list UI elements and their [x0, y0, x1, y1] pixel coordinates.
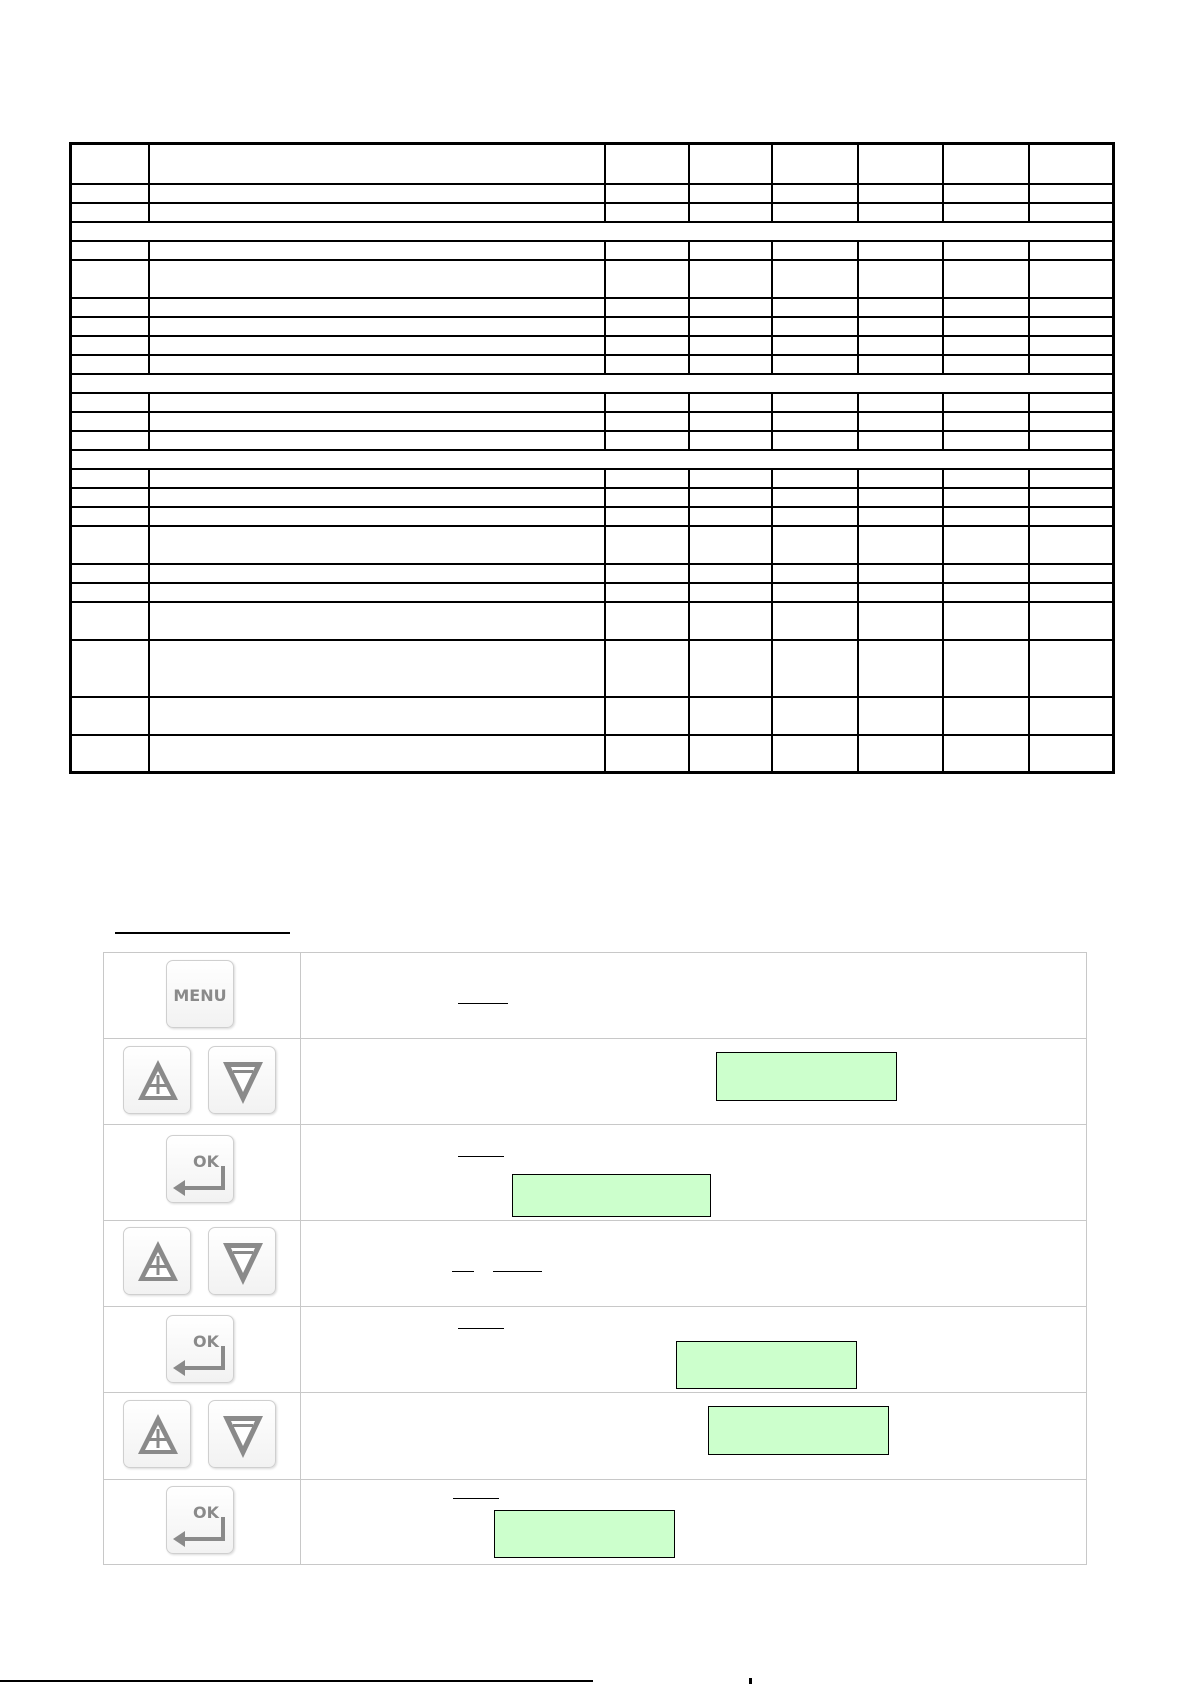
table-cell [605, 507, 689, 526]
table-cell [605, 488, 689, 507]
table-cell [149, 507, 605, 526]
table-cell [71, 431, 150, 450]
table-cell [689, 317, 773, 336]
table-cell [1029, 735, 1114, 773]
table-cell [1029, 602, 1114, 640]
table-cell [689, 735, 773, 773]
step-2-button-cell [104, 1039, 301, 1125]
table-cell [689, 431, 773, 450]
table-cell [772, 260, 858, 298]
table-cell [772, 697, 858, 735]
enter-arrow-icon [167, 1136, 235, 1204]
table-cell [149, 735, 605, 773]
procedure-step-7 [104, 1480, 1087, 1565]
table-cell [149, 564, 605, 583]
step-7-button-cell [104, 1480, 301, 1565]
table-cell [1029, 393, 1114, 412]
table-cell [772, 526, 858, 564]
table-row [71, 336, 1114, 355]
table-cell [772, 583, 858, 602]
table-cell [1029, 640, 1114, 697]
table-cell [71, 488, 150, 507]
up-plus-icon [124, 1228, 192, 1296]
table-cell [689, 507, 773, 526]
down-minus-icon [209, 1047, 277, 1115]
up-plus-key[interactable] [123, 1046, 191, 1114]
table-cell [943, 336, 1029, 355]
table-row [71, 298, 1114, 317]
table-row [71, 393, 1114, 412]
table-cell [689, 488, 773, 507]
table-cell [1029, 355, 1114, 374]
table-cell [71, 355, 150, 374]
table-cell [71, 507, 150, 526]
table-cell [1029, 583, 1114, 602]
lcd-display [708, 1406, 889, 1455]
table-cell [149, 203, 605, 222]
ok-key[interactable] [166, 1135, 234, 1203]
table-cell [772, 203, 858, 222]
ok-key-label: OK [193, 1332, 219, 1351]
procedure-step-6 [104, 1393, 1087, 1480]
table-cell [71, 184, 150, 203]
table-cell [605, 526, 689, 564]
table-cell [1029, 260, 1114, 298]
table-cell [71, 260, 150, 298]
table-cell [772, 469, 858, 488]
table-cell [943, 564, 1029, 583]
procedure-step-3 [104, 1125, 1087, 1221]
ok-key-label: OK [193, 1152, 219, 1171]
table-cell [772, 412, 858, 431]
table-cell [772, 144, 858, 184]
table-cell [71, 298, 150, 317]
table-cell [689, 260, 773, 298]
table-cell [1029, 469, 1114, 488]
table-row [71, 260, 1114, 298]
enter-arrow-icon [167, 1316, 235, 1384]
table-cell [943, 488, 1029, 507]
procedure-table [103, 952, 1087, 1565]
table-cell [71, 336, 150, 355]
table-cell [943, 144, 1029, 184]
table-cell [858, 184, 944, 203]
underline-mark [458, 1156, 504, 1157]
table-cell [858, 336, 944, 355]
table-cell [1029, 144, 1114, 184]
underline-mark [458, 1003, 508, 1004]
table-cell [149, 697, 605, 735]
table-row [71, 640, 1114, 697]
table-cell [71, 735, 150, 773]
down-minus-key[interactable] [208, 1400, 276, 1468]
table-cell [1029, 431, 1114, 450]
table-cell [858, 564, 944, 583]
table-cell [689, 412, 773, 431]
table-cell [858, 203, 944, 222]
step-6-instruction-cell [301, 1393, 1087, 1480]
table-cell [605, 317, 689, 336]
table-cell [943, 184, 1029, 203]
table-cell [943, 412, 1029, 431]
table-cell [772, 431, 858, 450]
table-cell [605, 564, 689, 583]
table-cell [772, 488, 858, 507]
step-7-instruction-cell [301, 1480, 1087, 1565]
table-row [71, 431, 1114, 450]
procedure-step-4 [104, 1221, 1087, 1307]
down-minus-icon [209, 1228, 277, 1296]
underline-mark [458, 1328, 504, 1329]
table-cell [858, 735, 944, 773]
table-cell [689, 203, 773, 222]
table-cell [1029, 526, 1114, 564]
table-cell [71, 564, 150, 583]
table-cell [943, 431, 1029, 450]
up-plus-key[interactable] [123, 1400, 191, 1468]
table-cell [689, 564, 773, 583]
table-cell [689, 583, 773, 602]
table-cell [605, 412, 689, 431]
step-2-instruction-cell [301, 1039, 1087, 1125]
enter-arrow-icon [167, 1487, 235, 1555]
table-row [71, 488, 1114, 507]
table-cell [689, 602, 773, 640]
table-cell [149, 488, 605, 507]
table-cell [943, 697, 1029, 735]
table-cell [149, 640, 605, 697]
table-cell [149, 298, 605, 317]
step-1-instruction-cell [301, 953, 1087, 1039]
table-group-cell [71, 374, 1114, 393]
table-cell [689, 144, 773, 184]
step-6-button-cell [104, 1393, 301, 1480]
table-cell [858, 697, 944, 735]
table-row [71, 564, 1114, 583]
table-row [71, 526, 1114, 564]
underline-mark [453, 1498, 499, 1499]
table-cell [943, 355, 1029, 374]
table-row [71, 697, 1114, 735]
table-cell [689, 469, 773, 488]
down-minus-key[interactable] [208, 1227, 276, 1295]
table-cell [71, 393, 150, 412]
table-cell [71, 640, 150, 697]
table-cell [149, 393, 605, 412]
table-cell [605, 583, 689, 602]
table-cell [689, 393, 773, 412]
table-cell [71, 144, 150, 184]
step-4-button-cell [104, 1221, 301, 1307]
step-3-button-cell [104, 1125, 301, 1221]
table-cell [858, 317, 944, 336]
table-cell [858, 469, 944, 488]
table-cell [772, 336, 858, 355]
table-cell [772, 735, 858, 773]
table-cell [943, 317, 1029, 336]
table-cell [858, 393, 944, 412]
step-1-button-cell [104, 953, 301, 1039]
table-cell [149, 144, 605, 184]
table-cell [149, 412, 605, 431]
menu-key[interactable] [166, 960, 234, 1028]
table-cell [858, 241, 944, 260]
table-cell [149, 336, 605, 355]
table-cell [71, 602, 150, 640]
table-group-row [71, 222, 1114, 241]
table-cell [943, 469, 1029, 488]
up-plus-key[interactable] [123, 1227, 191, 1295]
table-cell [858, 412, 944, 431]
table-row [71, 184, 1114, 203]
table-cell [689, 241, 773, 260]
step-4-instruction-cell [301, 1221, 1087, 1307]
table-cell [605, 697, 689, 735]
table-cell [1029, 488, 1114, 507]
table-cell [71, 583, 150, 602]
table-cell [943, 298, 1029, 317]
table-cell [605, 431, 689, 450]
table-cell [149, 469, 605, 488]
table-cell [605, 602, 689, 640]
table-cell [772, 640, 858, 697]
table-cell [149, 317, 605, 336]
table-cell [1029, 298, 1114, 317]
table-cell [858, 355, 944, 374]
table-cell [1029, 317, 1114, 336]
table-cell [71, 469, 150, 488]
table-cell [71, 203, 150, 222]
table-cell [149, 355, 605, 374]
table-cell [605, 203, 689, 222]
table-cell [858, 526, 944, 564]
table-cell [772, 184, 858, 203]
table-cell [1029, 564, 1114, 583]
table-row [71, 583, 1114, 602]
table-cell [1029, 412, 1114, 431]
table-cell [943, 602, 1029, 640]
table-cell [71, 241, 150, 260]
table-cell [772, 393, 858, 412]
table-row [71, 602, 1114, 640]
table-row [71, 735, 1114, 773]
lcd-display [512, 1174, 711, 1217]
table-cell [149, 241, 605, 260]
table-cell [689, 526, 773, 564]
table-cell [772, 355, 858, 374]
table-row [71, 469, 1114, 488]
underline-mark [493, 1271, 542, 1272]
up-plus-icon [124, 1401, 192, 1469]
table-cell [605, 735, 689, 773]
table-header-row [71, 144, 1114, 184]
table-cell [943, 640, 1029, 697]
table-cell [858, 298, 944, 317]
footer-mark [749, 1678, 752, 1684]
table-cell [858, 260, 944, 298]
table-cell [772, 317, 858, 336]
table-cell [689, 184, 773, 203]
table-cell [1029, 697, 1114, 735]
table-cell [1029, 203, 1114, 222]
table-cell [689, 640, 773, 697]
table-row [71, 203, 1114, 222]
table-cell [149, 431, 605, 450]
up-plus-icon [124, 1047, 192, 1115]
table-row [71, 412, 1114, 431]
table-cell [605, 336, 689, 355]
step-5-instruction-cell [301, 1307, 1087, 1393]
table-cell [772, 241, 858, 260]
table-group-cell [71, 450, 1114, 469]
table-cell [1029, 184, 1114, 203]
table-cell [1029, 507, 1114, 526]
table-row [71, 241, 1114, 260]
table-group-cell [71, 222, 1114, 241]
table-cell [605, 640, 689, 697]
footer-rule [0, 1680, 593, 1682]
table-cell [943, 735, 1029, 773]
table-cell [772, 564, 858, 583]
table-cell [943, 526, 1029, 564]
down-minus-key[interactable] [208, 1046, 276, 1114]
table-cell [943, 260, 1029, 298]
table-cell [858, 431, 944, 450]
lcd-display [494, 1510, 675, 1558]
lcd-display [716, 1052, 897, 1101]
table-cell [858, 144, 944, 184]
table-cell [689, 298, 773, 317]
table-cell [1029, 336, 1114, 355]
table-cell [605, 260, 689, 298]
table-cell [71, 526, 150, 564]
table-cell [71, 697, 150, 735]
table-cell [71, 412, 150, 431]
table-cell [689, 697, 773, 735]
table-cell [858, 602, 944, 640]
table-cell [149, 602, 605, 640]
table-cell [605, 241, 689, 260]
table-cell [71, 317, 150, 336]
table-cell [1029, 241, 1114, 260]
table-cell [605, 393, 689, 412]
table-group-row [71, 450, 1114, 469]
table-cell [772, 298, 858, 317]
lcd-display [676, 1341, 857, 1389]
table-cell [858, 488, 944, 507]
table-cell [943, 507, 1029, 526]
table-cell [605, 355, 689, 374]
procedure-step-5 [104, 1307, 1087, 1393]
table-cell [149, 526, 605, 564]
ok-key[interactable] [166, 1486, 234, 1554]
table-cell [605, 469, 689, 488]
table-cell [689, 336, 773, 355]
table-cell [149, 184, 605, 203]
table-cell [149, 260, 605, 298]
section-heading [115, 908, 290, 934]
table-cell [772, 602, 858, 640]
table-row [71, 317, 1114, 336]
table-cell [605, 144, 689, 184]
table-cell [858, 640, 944, 697]
table-cell [943, 583, 1029, 602]
table-row [71, 507, 1114, 526]
table-cell [149, 583, 605, 602]
table-group-row [71, 374, 1114, 393]
table-cell [772, 507, 858, 526]
ok-key-label: OK [193, 1503, 219, 1522]
table-row [71, 355, 1114, 374]
ok-key[interactable] [166, 1315, 234, 1383]
procedure-step-2 [104, 1039, 1087, 1125]
table-cell [943, 241, 1029, 260]
underline-mark [452, 1271, 474, 1272]
menu-key-label: MENU [173, 986, 227, 1005]
table-cell [605, 298, 689, 317]
table-cell [689, 355, 773, 374]
table-cell [858, 583, 944, 602]
step-5-button-cell [104, 1307, 301, 1393]
procedure-step-1 [104, 953, 1087, 1039]
down-minus-icon [209, 1401, 277, 1469]
table-cell [605, 184, 689, 203]
parameter-table [69, 142, 1115, 774]
table-cell [943, 393, 1029, 412]
table-cell [943, 203, 1029, 222]
step-3-instruction-cell [301, 1125, 1087, 1221]
table-cell [858, 507, 944, 526]
